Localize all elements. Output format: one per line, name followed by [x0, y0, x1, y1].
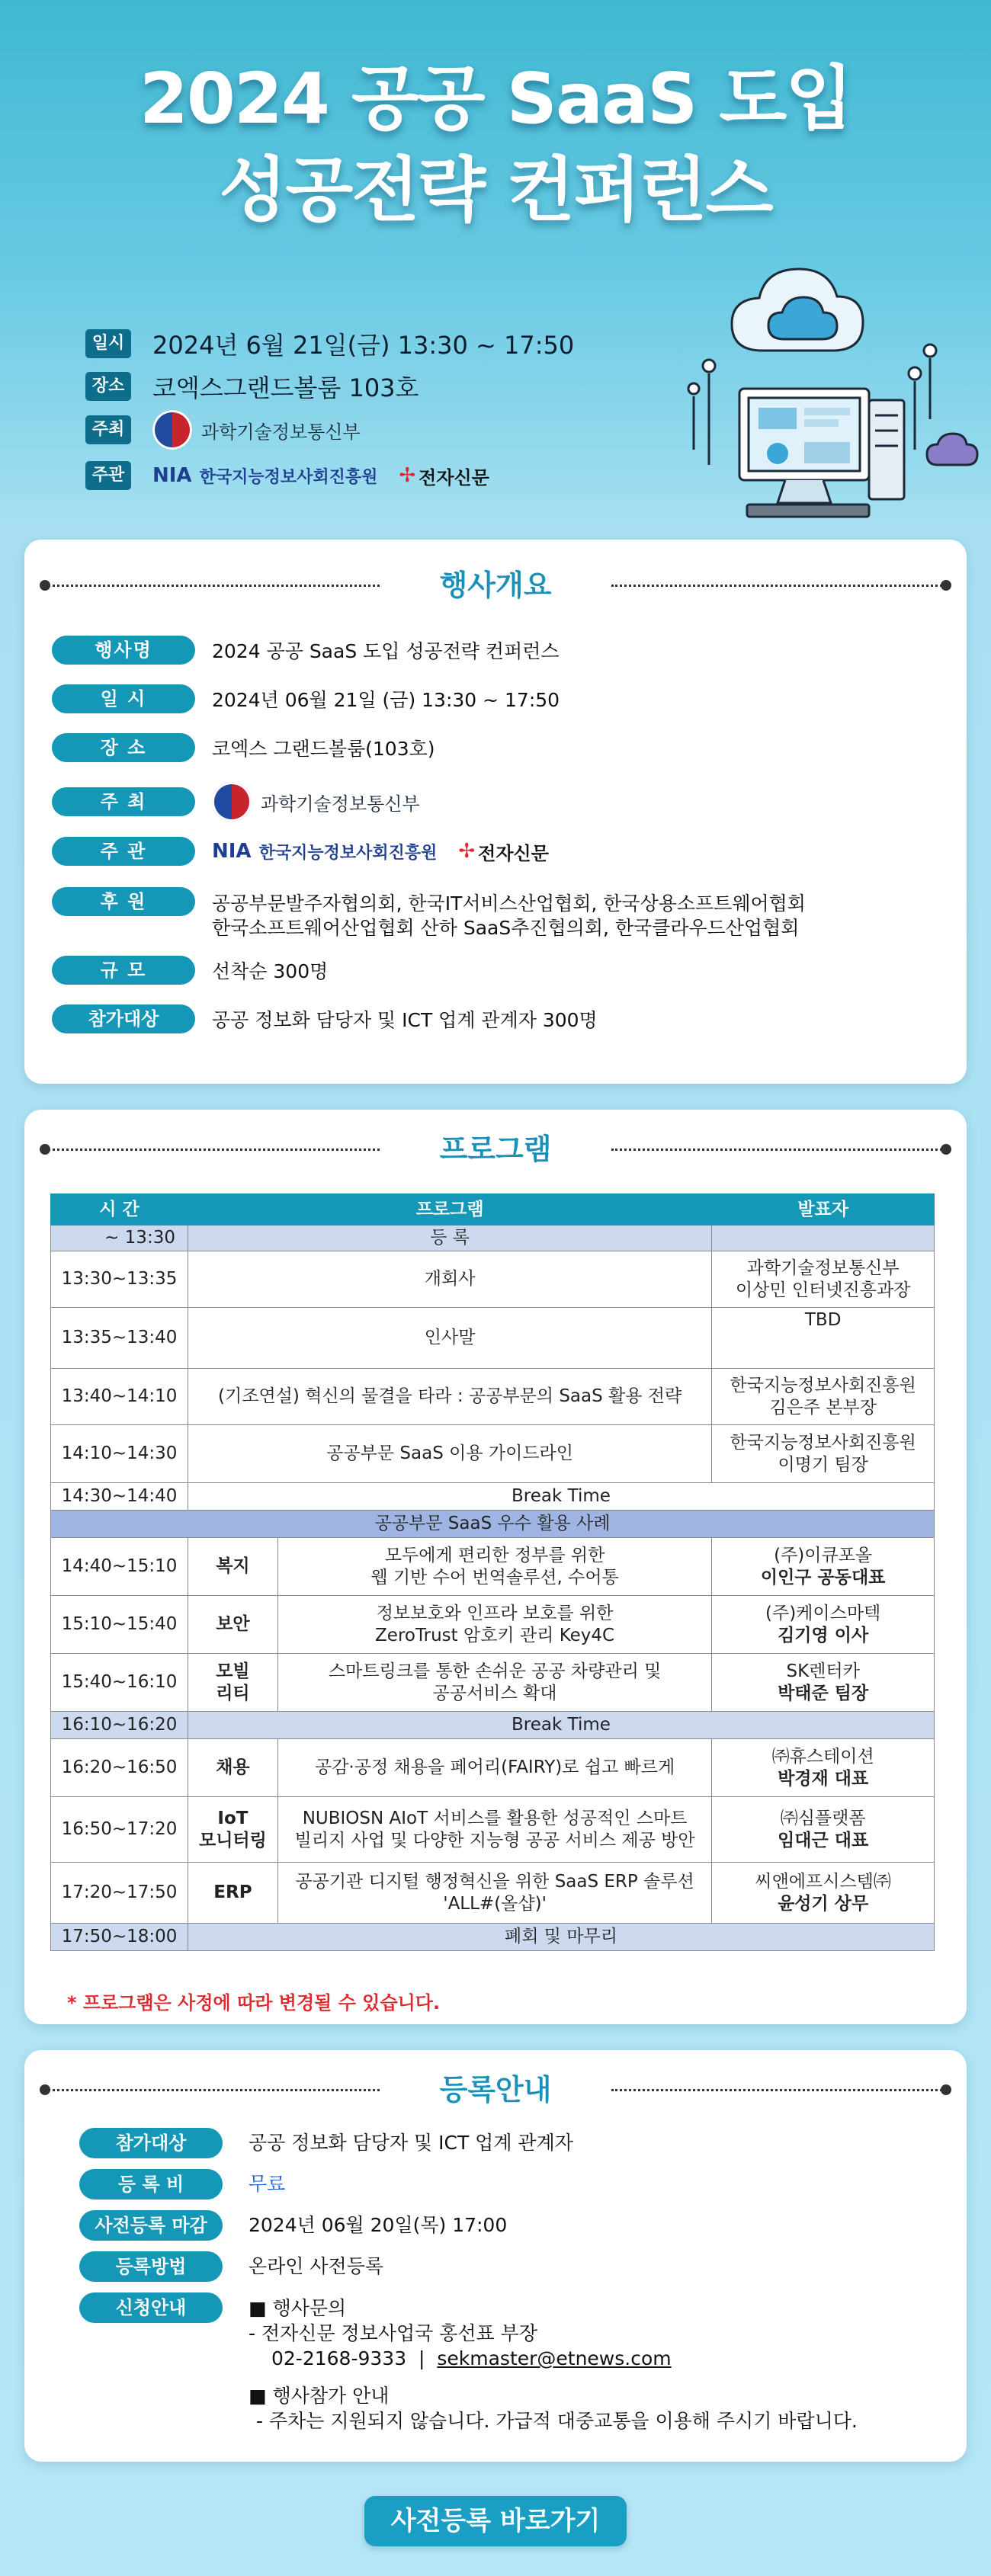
info-organizer [85, 461, 489, 490]
table-row [51, 1924, 935, 1951]
speaker-cell [712, 1739, 935, 1797]
category-line: 모니터링 [198, 1830, 267, 1850]
program-header [24, 1126, 967, 1172]
overview-row-host [52, 782, 420, 822]
label-pill: 참가대상 [79, 2128, 223, 2158]
speaker-name: 박경재 대표 [778, 1768, 869, 1789]
pre-register-button[interactable]: 사전등록 바로가기 [364, 2496, 627, 2546]
speaker-org: (주)이큐포올 [774, 1545, 873, 1565]
value-text: 공공 정보화 담당자 및 ICT 업계 관계자 [249, 2132, 573, 2154]
overview-section [24, 540, 967, 1084]
time-cell: 13:40~14:10 [51, 1369, 188, 1425]
speaker-cell [712, 1596, 935, 1654]
program-line: 공공기관 디지털 행정혁신을 위한 SaaS ERP 솔루션 [295, 1871, 694, 1892]
table-row [51, 1483, 935, 1511]
header-program: 프로그램 [188, 1194, 711, 1226]
program-cell: 공공부문 SaaS 이용 가이드라인 [188, 1425, 711, 1483]
divider-dot [941, 1144, 951, 1155]
section-row [51, 1511, 935, 1538]
speaker-cell [712, 1369, 935, 1425]
value-text: 한국소프트웨어산업협회 산하 SaaS추진협의회, 한국클라우드산업협회 [212, 917, 800, 939]
label-pill: 사전등록 마감 [79, 2210, 223, 2241]
etnews-name: 전자신문 [478, 842, 549, 864]
speaker-org: SK렌터카 [786, 1661, 860, 1681]
time-cell: 15:40~16:10 [51, 1654, 188, 1712]
speaker-cell [712, 1251, 935, 1308]
category-cell: 보안 [188, 1596, 277, 1654]
time-cell: 17:20~17:50 [51, 1863, 188, 1924]
speaker-org: ㈜휴스테이션 [771, 1746, 874, 1767]
value-text: 코엑스 그랜드볼룸(103호) [212, 738, 435, 760]
time-cell: 14:40~15:10 [51, 1538, 188, 1596]
etnews-logo [458, 838, 549, 865]
table-row [51, 1308, 935, 1369]
label-pill: 등 록 비 [79, 2169, 223, 2200]
value-text: 공공 정보화 담당자 및 ICT 업계 관계자 300명 [212, 1009, 598, 1031]
computer-cloud-illustration-icon [663, 267, 983, 526]
label-pill: 참가대상 [52, 1004, 195, 1033]
info-date [85, 326, 574, 361]
info-host [85, 410, 361, 450]
value-text: 한국지능정보사회진흥원 [258, 843, 438, 863]
inquiry-title: ■ 행사문의 [249, 2297, 347, 2319]
speaker-name: 김기영 이사 [778, 1625, 869, 1645]
program-table [50, 1193, 935, 1951]
overview-row-audience [52, 1004, 598, 1033]
program-cell: 공감·공정 채용을 페어리(FAIRY)로 쉽고 빠르게 [277, 1739, 711, 1797]
program-line: 'ALL#(올샵)' [443, 1893, 547, 1914]
program-line: 스마트링크를 통한 손쉬운 공공 차량관리 및 [328, 1661, 662, 1681]
date-tag: 일시 [85, 329, 131, 358]
registration-row-audience [79, 2128, 573, 2158]
category-cell [188, 1797, 277, 1863]
category-cell: 채용 [188, 1739, 277, 1797]
organizer-tag: 주관 [85, 461, 131, 490]
table-row [51, 1425, 935, 1483]
speaker-cell [712, 1425, 935, 1483]
program-note: * 프로그램은 사정에 따라 변경될 수 있습니다. [67, 1992, 441, 2014]
nia-logo: NIA [212, 840, 252, 863]
speaker-cell: TBD [712, 1308, 935, 1369]
speaker-name: 윤성기 상무 [778, 1893, 869, 1914]
header-speaker: 발표자 [712, 1194, 935, 1226]
speaker-org: (주)케이스마텍 [765, 1603, 881, 1623]
registration-row-deadline [79, 2210, 507, 2241]
registration-section [24, 2050, 967, 2462]
program-cell: Break Time [188, 1712, 934, 1739]
program-line: 모두에게 편리한 정부를 위한 [384, 1545, 605, 1565]
table-header-row [51, 1194, 935, 1226]
speaker-name: 이인구 공동대표 [760, 1567, 886, 1588]
registration-row-guide [79, 2292, 858, 2433]
speaker-org: ㈜심플랫폼 [780, 1808, 866, 1828]
divider-dot [941, 2084, 951, 2095]
nia-logo: NIA [152, 464, 192, 487]
value-text: 2024 공공 SaaS 도입 성공전략 컨퍼런스 [212, 640, 560, 662]
overview-row-organizer [52, 837, 549, 866]
divider-line [611, 585, 947, 587]
program-cell: (기조연설) 혁신의 물결을 타라 : 공공부문의 SaaS 활용 전략 [188, 1369, 711, 1425]
header-time: 시 간 [51, 1194, 188, 1226]
fee-value: 무료 [249, 2173, 286, 2195]
time-cell: 16:20~16:50 [51, 1739, 188, 1797]
title-line-1: 2024 공공 SaaS 도입 [139, 58, 852, 139]
table-row [51, 1739, 935, 1797]
program-cell [277, 1538, 711, 1596]
guide-title: ■ 행사참가 안내 [249, 2385, 390, 2407]
inquiry-person: - 전자신문 정보사업국 홍선표 부장 [249, 2322, 537, 2344]
inquiry-contact [249, 2346, 858, 2371]
time-cell: 16:10~16:20 [51, 1712, 188, 1739]
value-text: 과학기술정보통신부 [261, 793, 420, 815]
etnews-mark-icon: ✢ [458, 840, 476, 863]
category-line: 리티 [216, 1683, 250, 1703]
program-cell [277, 1797, 711, 1863]
host-name: 과학기술정보통신부 [201, 421, 361, 443]
table-row [51, 1863, 935, 1924]
registration-header [24, 2067, 967, 2113]
place-tag: 장소 [85, 372, 131, 401]
label-pill: 주 최 [52, 787, 195, 816]
date-text: 2024년 6월 21일(금) 13:30 ~ 17:50 [152, 331, 575, 360]
overview-row-date [52, 684, 560, 713]
host-logo [152, 410, 361, 450]
time-cell: 13:35~13:40 [51, 1308, 188, 1369]
table-row [51, 1251, 935, 1308]
overview-title: 행사개요 [439, 569, 552, 602]
etnews-name: 전자신문 [419, 466, 489, 489]
divider-line [611, 1149, 947, 1151]
table-row [51, 1797, 935, 1863]
program-cell: 폐회 및 마무리 [188, 1924, 934, 1951]
speaker-cell [712, 1797, 935, 1863]
divider-dot [941, 580, 951, 591]
place-text: 코엑스그랜드볼룸 103호 [152, 373, 419, 402]
time-cell: 16:50~17:20 [51, 1797, 188, 1863]
speaker-name: 이명기 팀장 [778, 1454, 868, 1475]
info-place [85, 369, 419, 404]
speaker-cell [712, 1863, 935, 1924]
program-section [24, 1110, 967, 2024]
program-line: 정보보호와 인프라 보호를 위한 [376, 1603, 614, 1623]
program-line: 공공서비스 확대 [432, 1683, 557, 1703]
hero-banner [0, 0, 991, 533]
speaker-name: 박태준 팀장 [778, 1683, 869, 1703]
category-cell: 복지 [188, 1538, 277, 1596]
program-cell: Break Time [188, 1483, 934, 1511]
label-pill: 신청안내 [79, 2292, 223, 2323]
label-pill: 후 원 [52, 887, 195, 916]
program-cell [277, 1654, 711, 1712]
program-cell: 인사말 [188, 1308, 711, 1369]
label-pill: 장 소 [52, 733, 195, 762]
program-cell [277, 1863, 711, 1924]
label-pill: 규 모 [52, 956, 195, 985]
table-row [51, 1712, 935, 1739]
overview-row-place [52, 733, 435, 762]
program-cell: 개회사 [188, 1251, 711, 1308]
speaker-name: 김은주 본부장 [769, 1397, 877, 1418]
overview-header [24, 562, 967, 608]
sponsor-list [212, 887, 806, 940]
label-pill: 주 관 [52, 837, 195, 866]
speaker-name: 이상민 인터넷진흥과장 [735, 1280, 911, 1300]
registration-title: 등록안내 [439, 2073, 552, 2107]
gov-emblem-icon [152, 410, 192, 450]
label-pill: 일 시 [52, 684, 195, 713]
time-cell: ~ 13:30 [51, 1226, 188, 1251]
category-cell: ERP [188, 1863, 277, 1924]
value-text: 선착순 300명 [212, 960, 329, 982]
inquiry-email-link[interactable]: sekmaster@etnews.com [437, 2347, 672, 2369]
value-text: 2024년 06월 20일(목) 17:00 [249, 2214, 508, 2236]
speaker-cell [712, 1226, 935, 1251]
guide-block [249, 2292, 858, 2433]
table-row [51, 1654, 935, 1712]
speaker-org: 과학기술정보통신부 [746, 1258, 900, 1278]
guide-text: - 주차는 지원되지 않습니다. 가급적 대중교통을 이용해 주시기 바랍니다. [256, 2410, 858, 2432]
etnews-mark-icon: ✢ [399, 464, 416, 487]
speaker-cell [712, 1538, 935, 1596]
section-title: 공공부문 SaaS 우수 활용 사례 [51, 1511, 935, 1538]
program-line: ZeroTrust 암호키 관리 Key4C [375, 1625, 615, 1645]
label-pill: 등록방법 [79, 2251, 223, 2282]
page-title [0, 53, 991, 236]
program-line: 빌리지 사업 및 다양한 지능형 공공 서비스 제공 방안 [294, 1830, 695, 1850]
program-line: NUBIOSN AIoT 서비스를 활용한 성공적인 스마트 [302, 1808, 688, 1828]
time-cell: 17:50~18:00 [51, 1924, 188, 1951]
divider-line [611, 2089, 947, 2091]
category-line: IoT [217, 1808, 249, 1828]
value-text: 공공부문발주자협의회, 한국IT서비스산업협회, 한국상용소프트웨어협회 [212, 892, 806, 915]
category-line: 모빌 [216, 1661, 250, 1681]
title-line-2: 성공전략 컨퍼런스 [219, 149, 772, 231]
inquiry-phone: 02-2168-9333 [271, 2347, 407, 2369]
speaker-org: 한국지능정보사회진흥원 [730, 1432, 916, 1453]
value-text: 2024년 06월 21일 (금) 13:30 ~ 17:50 [212, 689, 560, 711]
inquiry-separator: | [419, 2347, 425, 2369]
time-cell: 15:10~15:40 [51, 1596, 188, 1654]
gov-emblem-icon [212, 782, 252, 822]
speaker-name: 임대근 대표 [778, 1830, 869, 1850]
overview-row-name [52, 636, 560, 665]
registration-row-fee [79, 2169, 285, 2200]
registration-row-method [79, 2251, 383, 2282]
etnews-logo [399, 463, 489, 489]
table-row [51, 1538, 935, 1596]
label-pill: 행사명 [52, 636, 195, 665]
program-title: 프로그램 [439, 1133, 552, 1166]
table-row [51, 1226, 935, 1251]
category-cell [188, 1654, 277, 1712]
table-row [51, 1596, 935, 1654]
program-cell: 등 록 [188, 1226, 711, 1251]
host-tag: 주최 [85, 415, 131, 444]
program-cell [277, 1596, 711, 1654]
speaker-cell [712, 1654, 935, 1712]
speaker-org: 한국지능정보사회진흥원 [730, 1375, 916, 1395]
speaker-org: 씨앤에프시스템㈜ [755, 1871, 891, 1892]
time-cell: 13:30~13:35 [51, 1251, 188, 1308]
program-line: 웹 기반 수어 번역솔루션, 수어통 [370, 1567, 619, 1588]
nia-name: 한국지능정보사회진흥원 [199, 467, 378, 487]
overview-row-scale [52, 956, 328, 985]
host-logo [212, 782, 420, 822]
table-row [51, 1369, 935, 1425]
time-cell: 14:30~14:40 [51, 1483, 188, 1511]
overview-row-sponsor [52, 887, 806, 940]
value-text: 온라인 사전등록 [249, 2255, 383, 2277]
time-cell: 14:10~14:30 [51, 1425, 188, 1483]
